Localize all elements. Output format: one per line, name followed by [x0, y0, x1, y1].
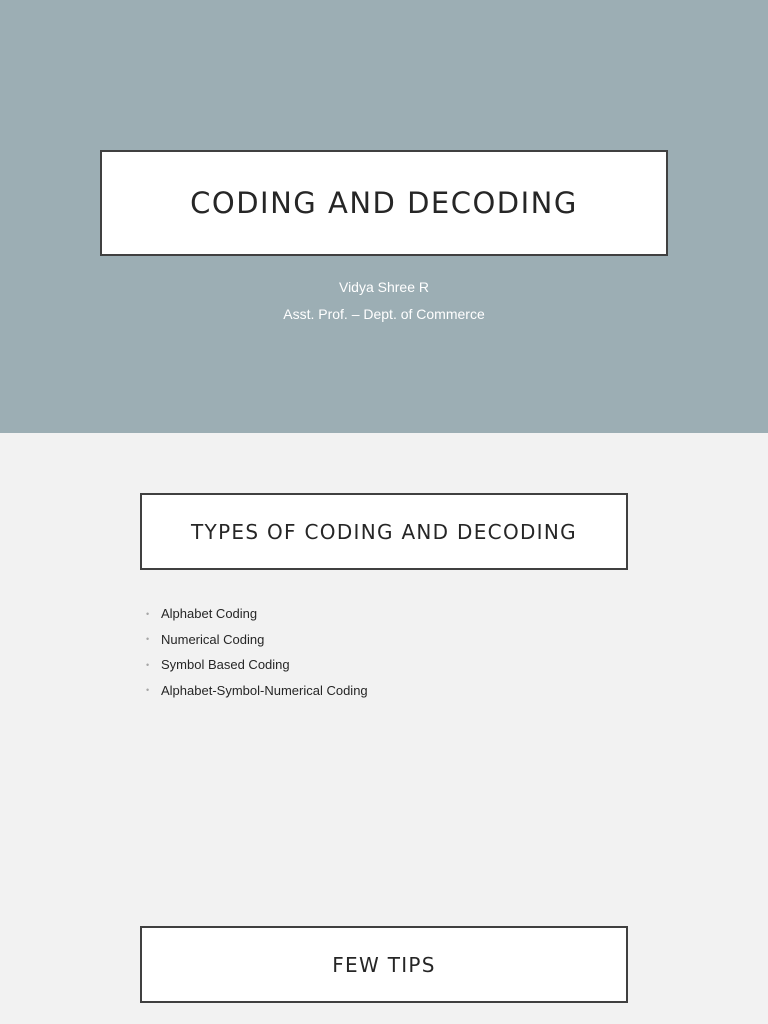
list-item-label: Numerical Coding [161, 631, 265, 647]
list-item-label: Alphabet-Symbol-Numerical Coding [161, 682, 368, 698]
tips-heading-box [140, 926, 628, 1003]
author-position: Asst. Prof. – Dept. of Commerce [283, 306, 485, 322]
types-heading: TYPES OF CODING AND DECODING [191, 519, 577, 544]
bullet-icon: • [146, 608, 150, 619]
list-item [146, 678, 368, 704]
title-box [100, 150, 668, 256]
bullet-icon: • [146, 634, 150, 645]
list-item [146, 652, 368, 678]
list-item-label: Alphabet Coding [161, 606, 258, 622]
list-item-label: Symbol Based Coding [161, 657, 290, 673]
author-name: Vidya Shree R [338, 279, 429, 295]
tips-heading: FEW TIPS [332, 952, 436, 977]
bullet-icon: • [146, 659, 150, 670]
list-item [146, 627, 368, 653]
types-list [146, 601, 368, 703]
types-heading-box [140, 493, 628, 570]
list-item [146, 601, 368, 627]
title-slide [0, 0, 768, 433]
content-slide [0, 433, 768, 1024]
slide-title: CODING AND DECODING [190, 186, 578, 220]
bullet-icon: • [146, 685, 150, 696]
